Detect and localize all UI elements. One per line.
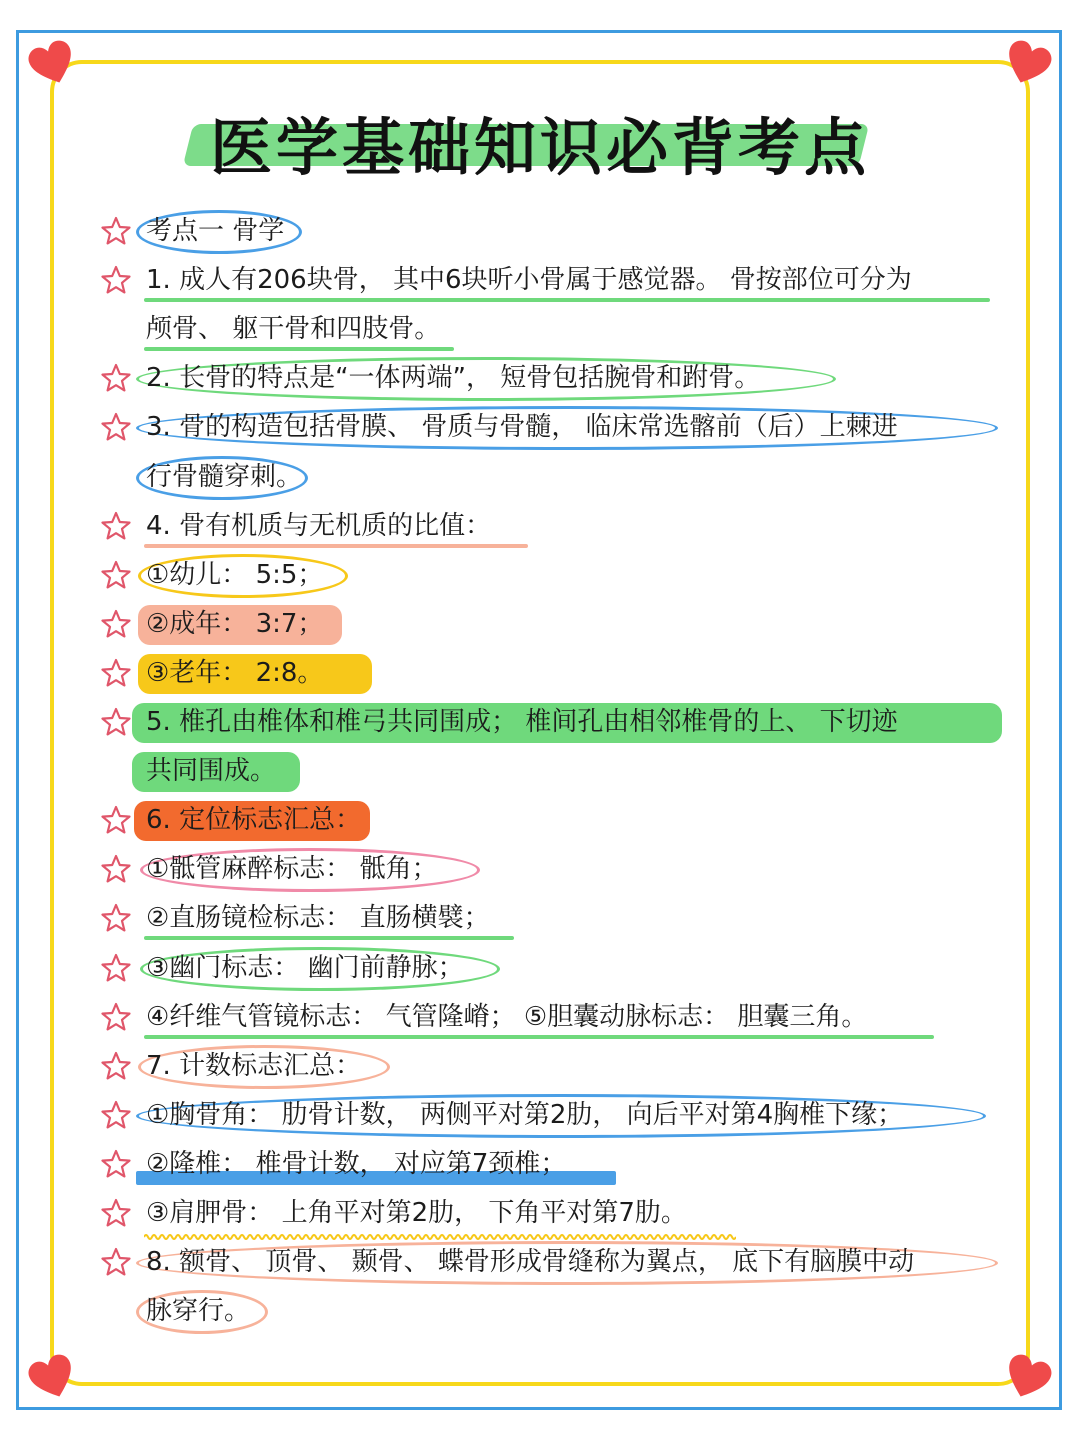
list-item-text: 6. 定位标志汇总： — [146, 805, 362, 835]
list-item-text: ②成年： 3:7； — [146, 609, 324, 639]
list-item — [0, 1239, 1080, 1288]
list-item-text: 1. 成人有206块骨， 其中6块听小骨属于感觉器。 骨按部位可分为 — [146, 265, 912, 295]
list-item-text: ①胸骨角： 肋骨计数， 两侧平对第2肋， 向后平对第4胸椎下缘； — [146, 1100, 904, 1130]
star-icon — [100, 411, 132, 443]
title-block — [0, 92, 1080, 182]
highlight-mark — [144, 347, 454, 351]
star-icon — [100, 706, 132, 738]
highlight-mark — [144, 1035, 934, 1039]
star-icon — [100, 510, 132, 542]
list-item — [0, 895, 1080, 944]
highlight-mark — [144, 298, 990, 302]
star-icon — [100, 902, 132, 934]
list-item-text: ①骶管麻醉标志： 骶角； — [146, 854, 438, 884]
list-item-text: 5. 椎孔由椎体和椎弓共同围成； 椎间孔由相邻椎骨的上、 下切迹 — [146, 707, 898, 737]
list-item — [0, 355, 1080, 404]
list-item-text: ③幽门标志： 幽门前静脉； — [146, 953, 464, 983]
list-item — [0, 699, 1080, 748]
list-item — [0, 503, 1080, 552]
star-icon — [100, 804, 132, 836]
list-item — [0, 552, 1080, 601]
list-item-text: 行骨髓穿刺。 — [146, 462, 303, 492]
star-icon — [100, 264, 132, 296]
list-item — [0, 945, 1080, 994]
list-item — [0, 1141, 1080, 1190]
star-icon — [100, 1197, 132, 1229]
list-item — [0, 257, 1080, 306]
list-item-text: 共同围成。 — [146, 756, 277, 786]
list-item — [0, 797, 1080, 846]
list-item — [0, 1288, 1080, 1337]
list-item — [0, 208, 1080, 257]
list-item-text: 3. 骨的构造包括骨膜、 骨质与骨髓， 临床常选髂前（后）上棘进 — [146, 412, 898, 442]
star-icon — [100, 1001, 132, 1033]
list-item-text: ④纤维气管镜标志： 气管隆嵴； ⑤胆囊动脉标志： 胆囊三角。 — [146, 1002, 868, 1032]
list-item-text: 8. 额骨、 顶骨、 颞骨、 蝶骨形成骨缝称为翼点， 底下有脑膜中动 — [146, 1247, 915, 1277]
list-item-text: ②隆椎： 椎骨计数， 对应第7颈椎； — [146, 1149, 567, 1179]
list-item — [0, 404, 1080, 453]
highlight-mark — [144, 544, 528, 548]
list-item — [0, 306, 1080, 355]
star-icon — [100, 853, 132, 885]
list-item-text: ②直肠镜检标志： 直肠横襞； — [146, 903, 490, 933]
list-item — [0, 1092, 1080, 1141]
star-icon — [100, 215, 132, 247]
list-item — [0, 1043, 1080, 1092]
list-item-text: ①幼儿： 5:5； — [146, 560, 324, 590]
list-item — [0, 650, 1080, 699]
star-icon — [100, 362, 132, 394]
list-item-text: 颅骨、 躯干骨和四肢骨。 — [146, 314, 441, 344]
list-item-text: ③老年： 2:8。 — [146, 658, 324, 688]
list-item-text: 脉穿行。 — [146, 1296, 251, 1326]
list-item — [0, 994, 1080, 1043]
page-title: 医学基础知识必背考点 — [209, 111, 870, 184]
star-icon — [100, 657, 132, 689]
list-item — [0, 1190, 1080, 1239]
list-item-text: 7. 计数标志汇总： — [146, 1051, 362, 1081]
list-item — [0, 748, 1080, 797]
list-item-text: 2. 长骨的特点是“一体两端”， 短骨包括腕骨和跗骨。 — [146, 363, 761, 393]
list-item-text: ③肩胛骨： 上角平对第2肋， 下角平对第7肋。 — [146, 1198, 687, 1228]
list-item — [0, 601, 1080, 650]
list-item-text: 4. 骨有机质与无机质的比值： — [146, 511, 492, 541]
star-icon — [100, 1050, 132, 1082]
star-icon — [100, 559, 132, 591]
star-icon — [100, 952, 132, 984]
star-icon — [100, 1099, 132, 1131]
star-icon — [100, 608, 132, 640]
star-icon — [100, 1246, 132, 1278]
star-icon — [100, 1148, 132, 1180]
list-item — [0, 846, 1080, 895]
list-item-text: 考点一 骨学 — [146, 216, 285, 246]
list-item — [0, 454, 1080, 503]
highlight-mark — [144, 936, 514, 940]
